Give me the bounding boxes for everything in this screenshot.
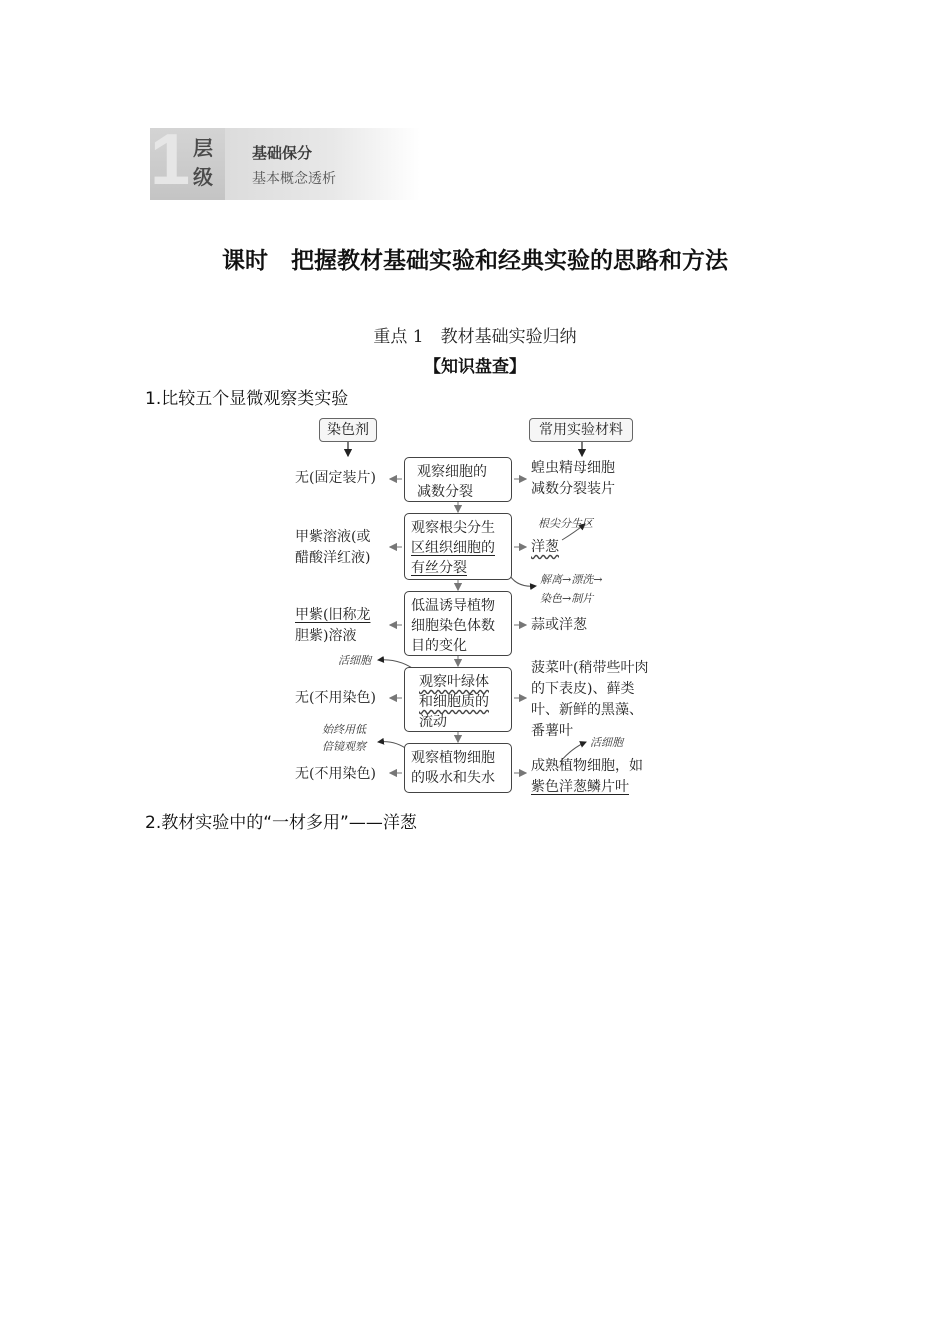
handnote-living-cell-right: 活细胞 — [590, 736, 623, 749]
material-1: 蝗虫精母细胞 减数分裂装片 — [531, 460, 615, 497]
level-label: 层 级 — [193, 136, 213, 189]
stain-3: 甲紫(旧称龙 胆紫)溶液 — [295, 607, 371, 644]
material-2: 洋葱 — [531, 539, 559, 555]
material-4: 菠菜叶(稍带些叶肉 的下表皮)、藓类 叶、新鲜的黑藻、 番薯叶 — [531, 660, 649, 739]
stain-1: 无(固定装片) — [295, 470, 376, 486]
handnote-root-tip: 根尖分生区 — [538, 517, 593, 530]
handnote-arrow — [508, 572, 536, 586]
level-subtitle: 基本概念透析 — [252, 171, 336, 187]
key-point-heading: 重点 1 教材基础实验归纳 — [373, 327, 577, 347]
stain-5: 无(不用染色) — [295, 766, 376, 782]
experiment-box-meiosis: 观察细胞的 减数分裂 — [404, 457, 512, 502]
level-title: 基础保分 — [252, 144, 313, 162]
experiment-box-mitosis: 观察根尖分生 区组织细胞的 有丝分裂 — [404, 513, 512, 580]
stain-4: 无(不用染色) — [295, 690, 376, 706]
knowledge-check-heading: 【知识盘查】 — [424, 357, 526, 377]
handnote-living-cell-left: 活细胞 — [338, 654, 371, 667]
lesson-title: 课时 把握教材基础实验和经典实验的思路和方法 — [222, 248, 728, 274]
stain-header: 染色剂 — [319, 418, 377, 442]
experiment-box-osmosis: 观察植物细胞 的吸水和失水 — [404, 743, 512, 793]
material-3: 蒜或洋葱 — [531, 617, 587, 633]
handnote-low-power: 始终用低 倍镜观察 — [322, 723, 366, 753]
handnote-steps: 解离→漂洗→ 染色→制片 — [540, 573, 603, 605]
material-5: 成熟植物细胞，如 紫色洋葱鳞片叶 — [531, 758, 643, 795]
level-number: 1 — [150, 120, 191, 200]
section-heading-2: 2.教材实验中的“一材多用”——洋葱 — [145, 813, 417, 833]
experiment-box-low-temp: 低温诱导植物 细胞染色体数 目的变化 — [404, 591, 512, 656]
material-header: 常用实验材料 — [529, 418, 633, 442]
experiment-box-chloroplast: 观察叶绿体 和细胞质的 流动 — [404, 667, 512, 732]
stain-2: 甲紫溶液(或 醋酸洋红液) — [295, 529, 371, 566]
section-heading-1: 1.比较五个显微观察类实验 — [145, 389, 349, 409]
